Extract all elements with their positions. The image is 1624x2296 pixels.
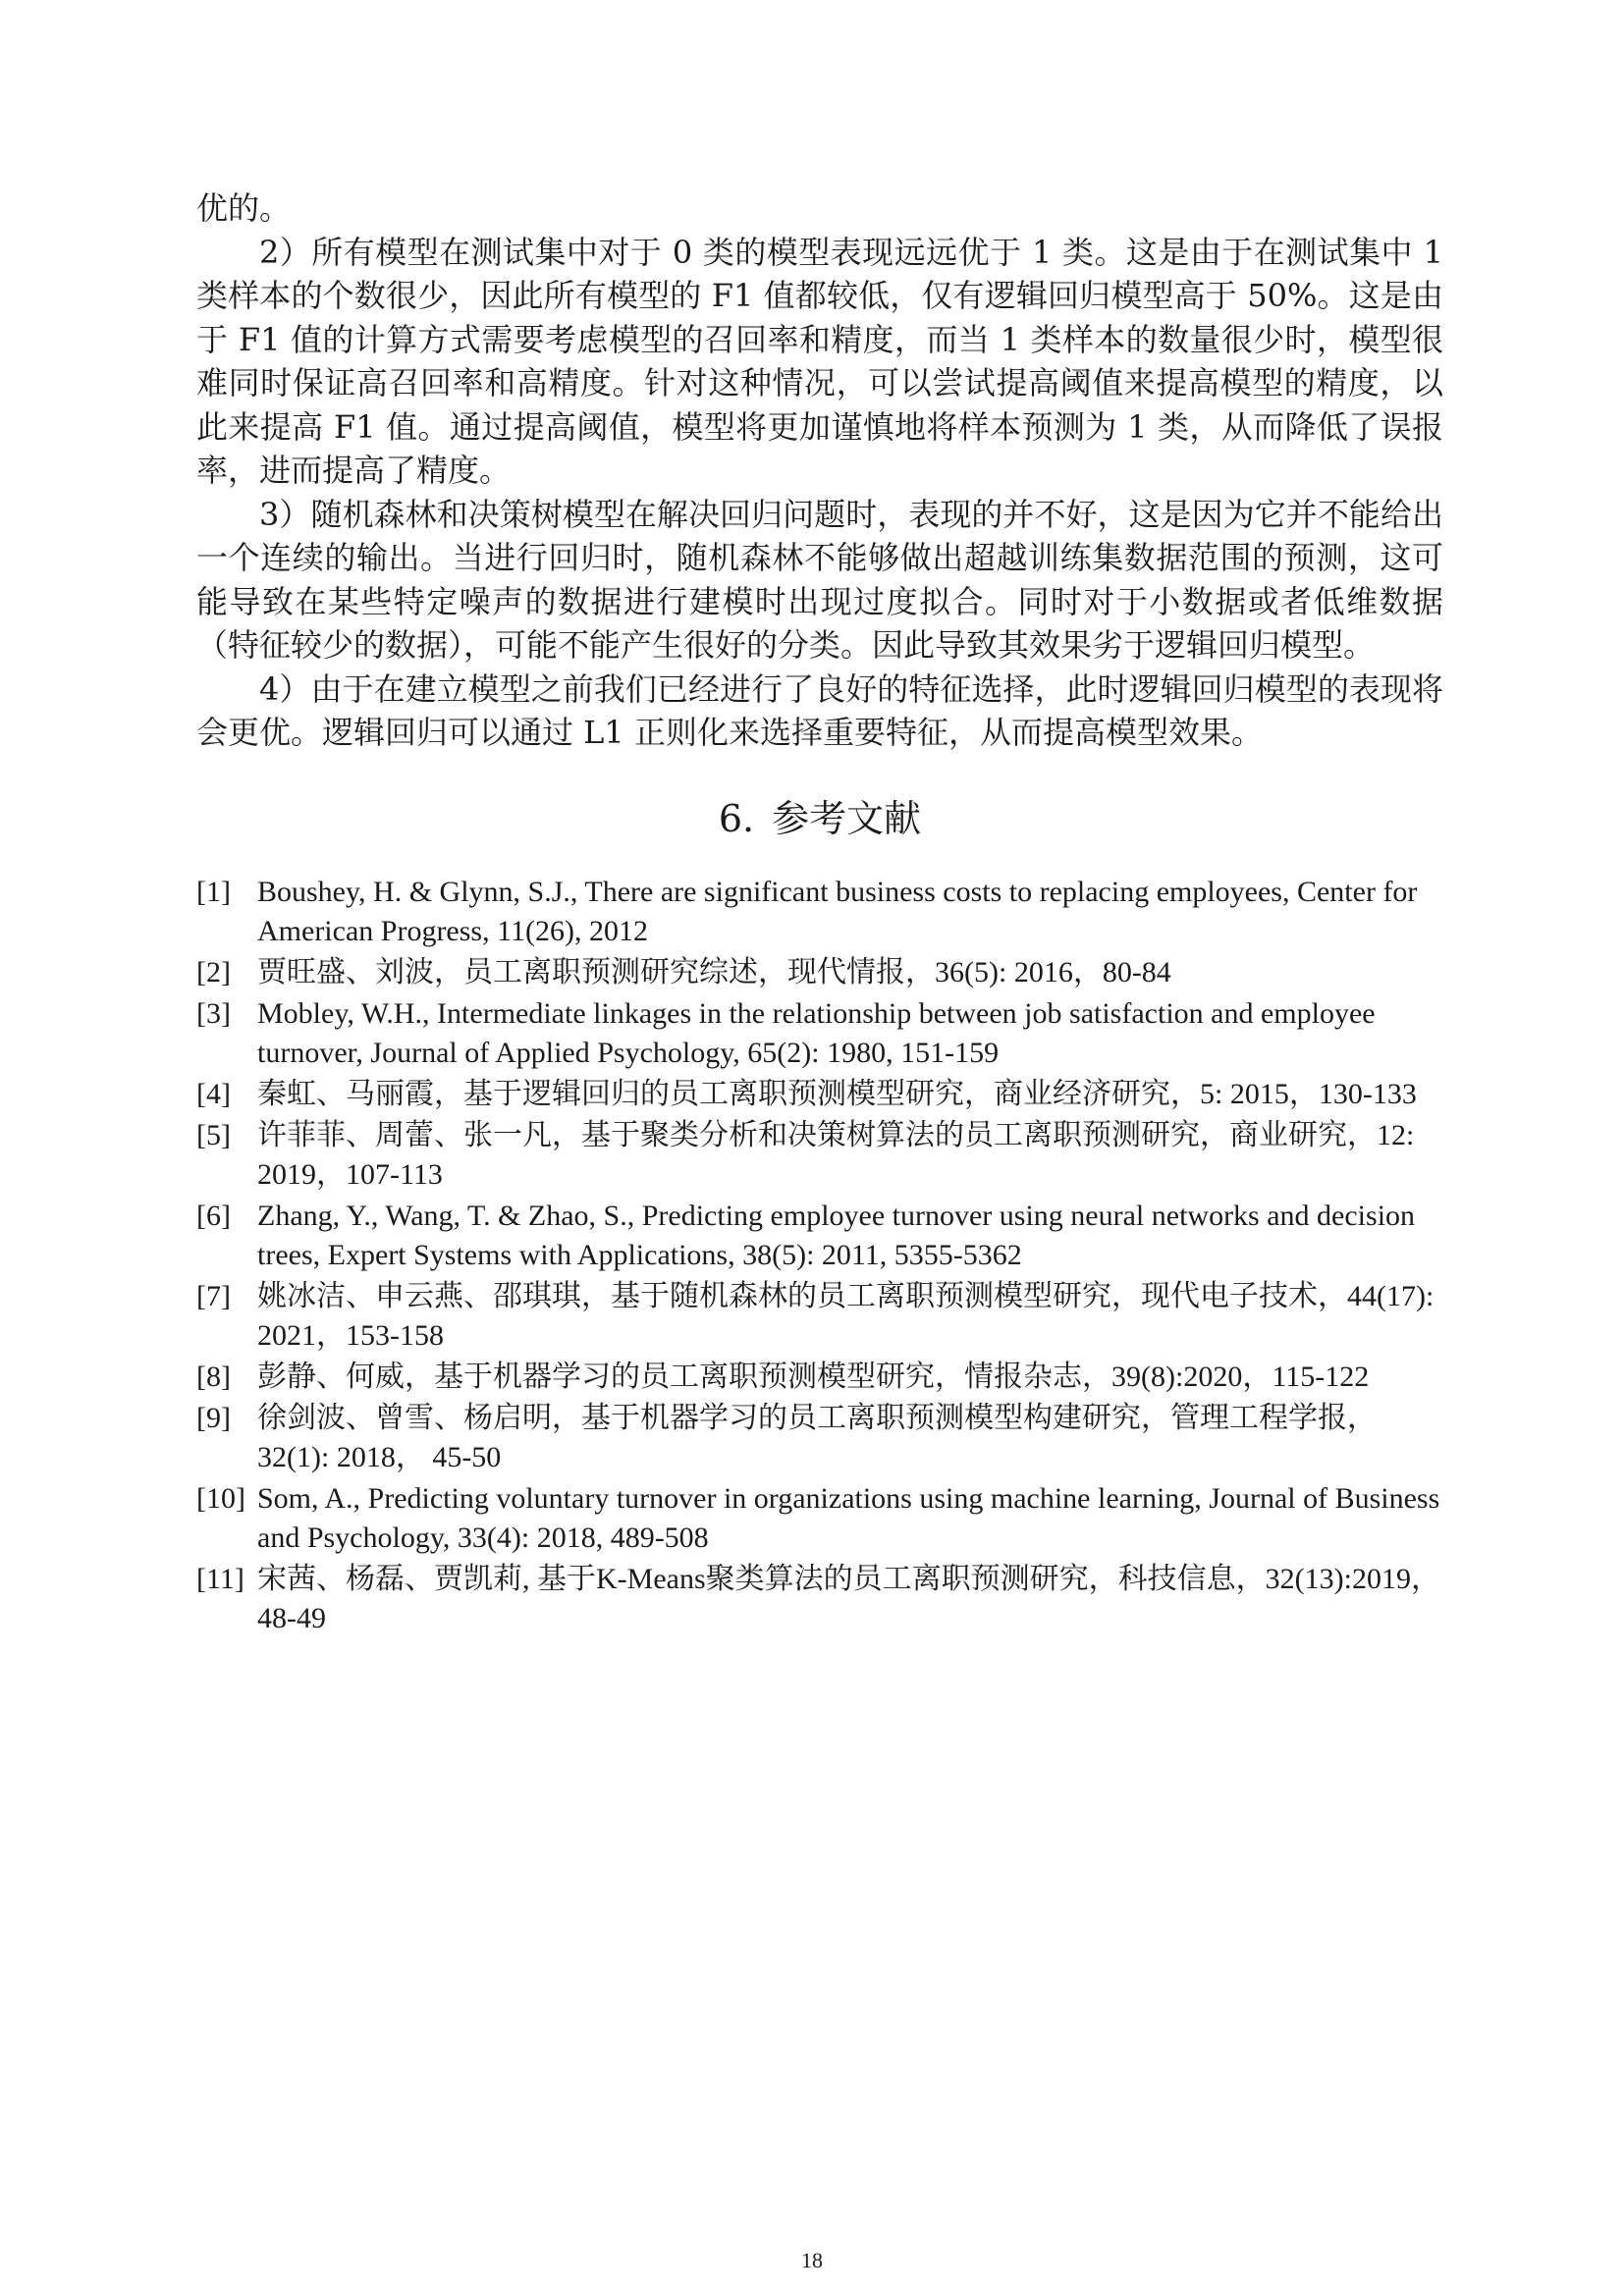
reference-text: 徐剑波、曾雪、杨启明，基于机器学习的员工离职预测模型构建研究，管理工程学报，32(1): 2018， 45-50 — [257, 1401, 1377, 1473]
reference-text: Mobley, W.H., Intermediate linkages in the relationship between job satisfaction and employee turnover, Journal of Applied Psychology, 65(2): 1980, 151-159 — [257, 996, 1376, 1069]
section-number: 6. — [718, 796, 755, 840]
reference-item — [196, 1075, 1443, 1114]
reference-text: 姚冰洁、申云燕、邵琪琪，基于随机森林的员工离职预测模型研究，现代电子技术，44(17): 2021，153-158 — [257, 1279, 1435, 1352]
paragraph-continuation: 优的。 — [196, 189, 292, 227]
section-title: 参考文献 — [772, 796, 922, 840]
reference-item — [196, 1399, 1443, 1477]
reference-number: [10] — [196, 1481, 245, 1515]
reference-text: 宋茜、杨磊、贾凯莉, 基于K-Means聚类算法的员工离职预测研究，科技信息，32(13):2019，48-49 — [257, 1562, 1440, 1634]
reference-item — [196, 1116, 1443, 1195]
page-content — [196, 187, 1443, 1640]
reference-number: [1] — [196, 875, 231, 908]
reference-item — [196, 1358, 1443, 1397]
reference-number: [2] — [196, 955, 231, 988]
reference-item — [196, 1560, 1443, 1638]
reference-item — [196, 1479, 1443, 1558]
reference-item — [196, 1277, 1443, 1356]
reference-text: 许菲菲、周蕾、张一凡，基于聚类分析和决策树算法的员工离职预测研究，商业研究，12: 2019，107-113 — [257, 1118, 1415, 1191]
reference-item — [196, 1197, 1443, 1275]
reference-item — [196, 953, 1443, 992]
reference-number: [6] — [196, 1199, 231, 1232]
paragraph-point-3: 3）随机森林和决策树模型在解决回归问题时，表现的并不好，这是因为它并不能给出一个连续的输出。当进行回归时，随机森林不能够做出超越训练集数据范围的预测，这可能导致在某些特定噪声的数据进行建模时出现过度拟合。同时对于小数据或者低维数据（特征较少的数据），可能不能产生很好的分类。因此导致其效果劣于逻辑回归模型。 — [196, 495, 1443, 664]
paragraph-point-2: 2）所有模型在测试集中对于 0 类的模型表现远远优于 1 类。这是由于在测试集中 1 类样本的个数很少，因此所有模型的 F1 值都较低，仅有逻辑回归模型高于 50%。这是由于 F1 值的计算方式需要考虑模型的召回率和精度，而当 1 类样本的数量很少时，模型很难同时保证高召回率和高精度。针对这种情况，可以尝试提高阈值来提高模型的精度，以此来提高 F1 值。通过提高阈值，模型将更加谨慎地将样本预测为 1 类，从而降低了误报率，进而提高了精度。 — [196, 233, 1443, 489]
reference-text: Boushey, H. & Glynn, S.J., There are significant business costs to replacing employees, Center for American Progress, 11(26), 2012 — [257, 875, 1418, 947]
reference-list — [196, 873, 1443, 1638]
page-number: 18 — [801, 2248, 823, 2272]
reference-number: [3] — [196, 996, 231, 1030]
reference-text: 彭静、何威，基于机器学习的员工离职预测模型研究，情报杂志，39(8):2020，115-122 — [257, 1360, 1370, 1393]
reference-number: [7] — [196, 1279, 231, 1312]
references-heading — [196, 794, 1443, 843]
reference-number: [11] — [196, 1562, 244, 1595]
reference-number: [4] — [196, 1077, 231, 1110]
reference-number: [9] — [196, 1401, 231, 1434]
reference-text: Som, A., Predicting voluntary turnover in organizations using machine learning, Journal of Business and Psychology, 33(4): 2018, 489-508 — [257, 1481, 1440, 1554]
paragraph-point-4: 4）由于在建立模型之前我们已经进行了良好的特征选择，此时逻辑回归模型的表现将会更优。逻辑回归可以通过 L1 正则化来选择重要特征，从而提高模型效果。 — [196, 669, 1443, 751]
reference-number: [8] — [196, 1360, 231, 1393]
reference-text: 秦虹、马丽霞，基于逻辑回归的员工离职预测模型研究，商业经济研究，5: 2015，130-133 — [257, 1077, 1417, 1110]
reference-text: Zhang, Y., Wang, T. & Zhao, S., Predicting employee turnover using neural networks and decision trees, Expert Systems with Applications, 38(5): 2011, 5355-5362 — [257, 1199, 1416, 1271]
reference-item — [196, 994, 1443, 1073]
reference-text: 贾旺盛、刘波，员工离职预测研究综述，现代情报，36(5): 2016，80-84 — [257, 955, 1171, 988]
reference-number: [5] — [196, 1118, 231, 1151]
reference-item — [196, 873, 1443, 951]
